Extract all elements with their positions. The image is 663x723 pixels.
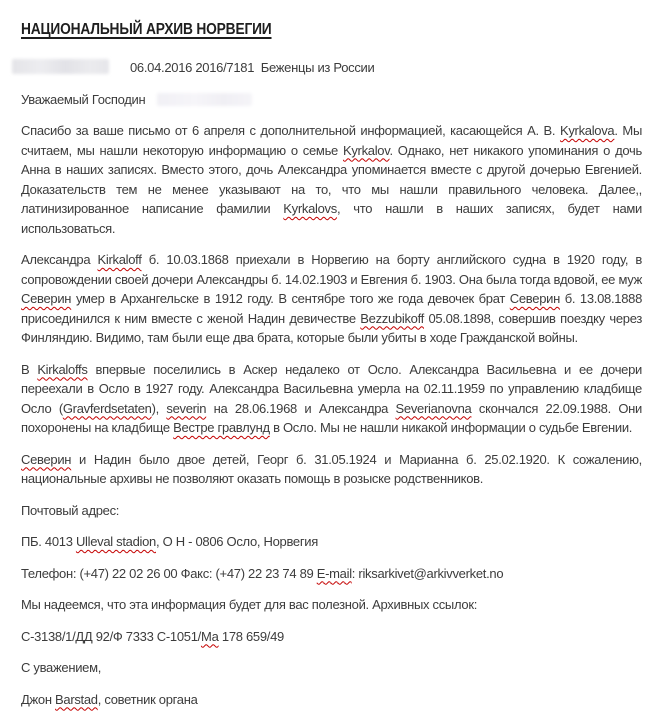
misspelled-word: Kyrkalovs bbox=[283, 201, 337, 216]
misspelled-word: Kyrkalov bbox=[342, 142, 390, 158]
text-segment: Почтовый адрес: bbox=[21, 502, 120, 518]
text-segment: . Мы считаем, мы нашли некоторую информацию о семье bbox=[21, 123, 642, 158]
paragraph bbox=[21, 627, 642, 647]
misspelled-word: Kyrkalova bbox=[559, 123, 615, 138]
text-segment: Телефон: (+47) 22 02 26 00 Факс: (+47) 22 23 74 89 bbox=[21, 565, 317, 581]
misspelled-word: Северин bbox=[21, 291, 72, 306]
letter-title: НАЦИОНАЛЬНЫЙ АРХИВ НОРВЕГИИ bbox=[21, 21, 272, 38]
paragraph bbox=[21, 121, 642, 238]
misspelled-word: Северин bbox=[21, 451, 72, 467]
paragraph bbox=[21, 360, 642, 438]
text-segment: и Надин было двое детей, Георг б. 31.05.1924 и Марианна б. 25.02.1920. К сожалению, национальные архивы не позволяют оказать помощь в розыске родственников. bbox=[21, 451, 642, 486]
text-segment: : riksarkivet@arkivverket.no bbox=[351, 565, 504, 581]
misspelled-word: Kirkaloffs bbox=[37, 361, 88, 377]
redacted-recipient-name bbox=[157, 93, 252, 106]
text-segment: б. 10.03.1868 приехали в Норвегию на борту английского судна в 1920 году, в сопровождении своей дочери Александры б. 14.02.1903 и Евгения б. 1903. Она была тогда вдовой, ее муж bbox=[21, 252, 642, 287]
letter-body bbox=[21, 121, 642, 709]
text-segment: Мы надеемся, что эта информация будет для вас полезной. Архивных ссылок: bbox=[21, 597, 478, 612]
text-segment: , что нашли в наших записях, будет нами использоваться. bbox=[21, 201, 642, 236]
text-segment: ПБ. 4013 bbox=[21, 534, 76, 549]
text-segment: впервые поселились в Аскер недалеко от Осло. Александра Васильевна и ее дочери переехали в Осло в 1927 году. Александра Васильевна умерла на 02.11.1959 по управлению кладбище Осло ( bbox=[21, 361, 642, 416]
dateline-text: 06.04.2016 2016/7181 Беженцы из России bbox=[130, 60, 375, 75]
text-segment: ), bbox=[151, 400, 167, 416]
misspelled-word: Ма bbox=[200, 628, 219, 644]
dateline-row bbox=[21, 58, 642, 78]
misspelled-word: Bezzubikoff bbox=[360, 310, 424, 326]
text-segment: 178 659/49 bbox=[218, 628, 284, 644]
paragraph bbox=[21, 658, 642, 678]
paragraph bbox=[21, 450, 642, 489]
redacted-sender-stamp bbox=[12, 59, 109, 74]
text-segment: б. 13.08.1888 присоединился к ним вместе с женой Надин девичестве bbox=[21, 291, 643, 326]
text-segment: 05.08.1898, совершив поездку через Финляндию. Видимо, там были еще два брата, которые были убиты в ходе Гражданской войны. bbox=[21, 310, 642, 345]
paragraph bbox=[21, 595, 642, 615]
misspelled-word: Kirkaloff bbox=[97, 252, 142, 267]
paragraph bbox=[21, 250, 642, 348]
paragraph bbox=[21, 564, 642, 584]
text-segment: С-3138/1/ДД 92/Ф 7333 С-1051/ bbox=[21, 628, 201, 644]
text-segment: на 28.06.1968 и Александра bbox=[206, 400, 396, 416]
text-segment: скончался 22.09.1988. Они похоронены на кладбище bbox=[21, 400, 643, 435]
text-segment: . Однако, нет никакого упоминания о дочь Анна в наших записях. Вместо этого, дочь Александра упоминается вместе с другой дочерью Евгенией. Доказательств тем не менее указывают на то, что мы нашли правильного человека. Далее,, латинизированное написание фамилии bbox=[21, 142, 642, 216]
salutation-text: Уважаемый Господин bbox=[21, 91, 146, 107]
text-segment: Александра bbox=[21, 252, 98, 267]
misspelled-word: Вестре гравлунд bbox=[173, 420, 270, 435]
salutation-row bbox=[21, 90, 642, 110]
text-segment: в Осло. Мы не нашли никакой информации о судьбе Евгении. bbox=[269, 420, 633, 435]
text-segment: , О Н - 0806 Осло, Норвегия bbox=[155, 534, 318, 549]
paragraph bbox=[21, 690, 642, 710]
text-segment: С уважением, bbox=[21, 660, 102, 675]
text-segment: , советник органа bbox=[97, 691, 198, 707]
text-segment: Джон bbox=[21, 691, 56, 707]
misspelled-word: Barstad bbox=[55, 691, 98, 707]
misspelled-word: Gravferdsetaten bbox=[62, 400, 152, 416]
misspelled-word: severin bbox=[166, 400, 207, 416]
paragraph bbox=[21, 501, 642, 521]
paragraph bbox=[21, 532, 642, 552]
text-segment: умер в Архангельске в 1912 году. В сентябре того же года девочек брат bbox=[71, 291, 510, 306]
misspelled-word: Северин bbox=[509, 291, 560, 306]
text-segment: Спасибо за ваше письмо от 6 апреля с дополнительной информацией, касающейся А. В. bbox=[21, 123, 560, 138]
misspelled-word: Severianovna bbox=[395, 400, 472, 416]
misspelled-word: E-mail bbox=[316, 565, 352, 581]
misspelled-word: Ulleval stadion bbox=[75, 534, 156, 549]
text-segment: В bbox=[21, 361, 38, 377]
